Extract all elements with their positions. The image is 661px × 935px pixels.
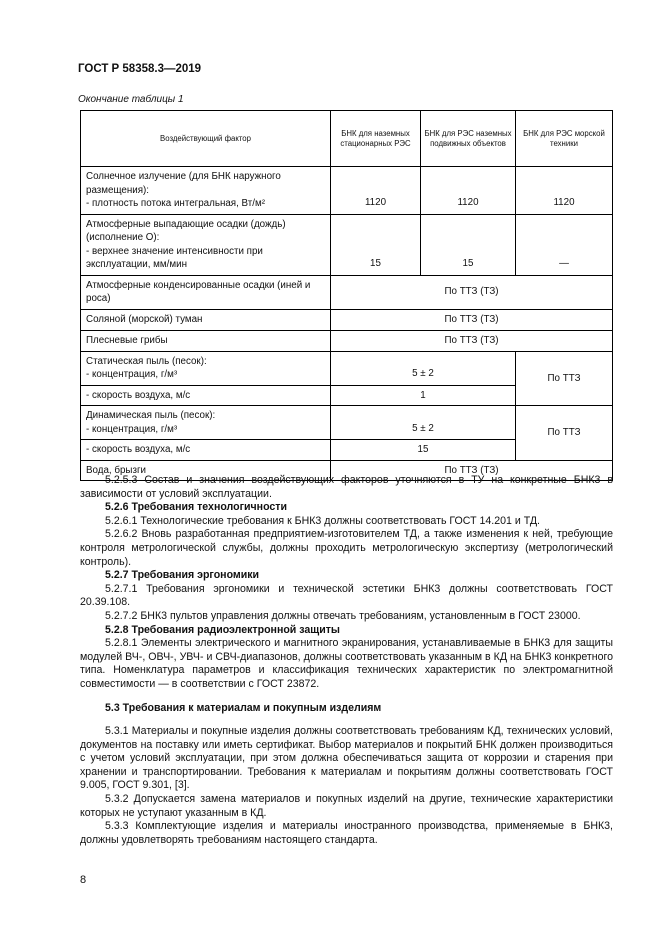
body-text xyxy=(80,474,613,847)
section-heading: 5.3 Требования к материалам и покупным изделиям xyxy=(105,701,382,714)
value-cell: По ТТЗ (ТЗ) xyxy=(331,309,613,330)
value-cell: По ТТЗ (ТЗ) xyxy=(331,330,613,351)
value-cell: 15 xyxy=(331,214,421,275)
paragraph: 5.2.6.2 Вновь разработанная предприятием-изготовителем ТД, а также изменения к ней, требующие контроля метрологической службы, должны проходить метрологическую экспертизу (метрологический контроль). xyxy=(80,528,613,568)
table-row xyxy=(81,214,613,275)
factor-cell: Атмосферные конденсированные осадки (иней и роса) xyxy=(81,275,331,309)
table-row xyxy=(81,330,613,351)
factor-cell: Плесневые грибы xyxy=(81,330,331,351)
factor-sub-label: - плотность потока интегральная, Вт/м² xyxy=(86,198,265,209)
table-caption: Окончание таблицы 1 xyxy=(78,94,184,105)
factor-sub-label: - концентрация, г/м³ xyxy=(86,423,178,435)
section-heading: 5.2.8 Требования радиоэлектронной защиты xyxy=(105,623,340,636)
factor-label: Динамическая пыль (песок): xyxy=(86,410,216,421)
paragraph: 5.3.2 Допускается замена материалов и покупных изделий на другие, технические характеристики которых не уступают указанным в КД. xyxy=(80,793,613,819)
value-cell: 1120 xyxy=(421,167,516,215)
value-cell: По ТТЗ xyxy=(516,351,613,406)
factor-label: Статическая пыль (песок): xyxy=(86,355,207,367)
paragraph: 5.3.3 Комплектующие изделия и материалы иностранного производства, применяемые в БНК3, должны удовлетворять требованиям настоящего стандарта. xyxy=(80,820,613,846)
value-cell: — xyxy=(516,214,613,275)
table-row xyxy=(81,351,613,385)
factor-cell xyxy=(81,167,331,215)
factor-label: Атмосферные выпадающие осадки (дождь) (исполнение О): xyxy=(86,218,286,243)
value-cell: 1120 xyxy=(516,167,613,215)
value-cell: 5 ± 2 xyxy=(331,351,516,385)
table-row xyxy=(81,275,613,309)
factor-sub-label: - верхнее значение интенсивности при эксплуатации, мм/мин xyxy=(86,245,263,270)
paragraph: 5.2.5.3 Состав и значения воздействующих факторов уточняются в ТУ на конкретные БНК3 в зависимости от условий эксплуатации. xyxy=(80,474,613,500)
factor-cell xyxy=(81,406,331,440)
value-cell: 1 xyxy=(331,385,516,406)
page-number: 8 xyxy=(80,874,87,886)
factors-table xyxy=(80,110,613,481)
factor-cell: Соляной (морской) туман xyxy=(81,309,331,330)
value-cell: По ТТЗ xyxy=(516,406,613,461)
factor-cell xyxy=(81,351,331,385)
column-header: БНК для наземных стационарных РЭС xyxy=(331,111,421,167)
factor-cell: Вода, брызги xyxy=(81,460,331,481)
paragraph: 5.2.6.1 Технологические требования к БНК3 должны соответствовать ГОСТ 14.201 и ТД. xyxy=(105,514,540,527)
table-row xyxy=(81,167,613,215)
section-heading: 5.2.6 Требования технологичности xyxy=(105,501,288,514)
value-cell: По ТТЗ (ТЗ) xyxy=(331,275,613,309)
paragraph: 5.2.7.2 БНК3 пультов управления должны отвечать требованиям, установленным в ГОСТ 23000. xyxy=(105,609,581,622)
factor-label: Солнечное излучение (для БНК наружного размещения): xyxy=(86,171,281,196)
column-header: Воздействующий фактор xyxy=(81,111,331,167)
document-header: ГОСТ Р 58358.3—2019 xyxy=(78,63,202,75)
value-cell: 15 xyxy=(331,440,516,461)
value-cell: По ТТЗ (ТЗ) xyxy=(331,460,613,481)
factor-cell xyxy=(81,214,331,275)
paragraph: 5.2.7.1 Требования эргономики и технической эстетики БНК3 должны соответствовать ГОСТ 20.39.108. xyxy=(80,582,613,609)
column-header: БНК для РЭС наземных подвижных объектов xyxy=(421,111,516,167)
paragraph: 5.2.8.1 Элементы электрического и магнитного экранирования, устанавливаемые в БНК3 для защиты модулей ВЧ-, ОВЧ-, УВЧ- и СВЧ-диапазонов, должны соответствовать указанным в КД на БНК3 конкретного типа. Номенклатура параметров и классификация технических характеристик по электромагнитной совместимости — в соответствии с ГОСТ 23872. xyxy=(80,637,613,690)
table-header-row xyxy=(81,111,613,167)
value-cell: 1120 xyxy=(331,167,421,215)
table-row xyxy=(81,406,613,440)
value-cell: 15 xyxy=(421,214,516,275)
factor-cell: - скорость воздуха, м/с xyxy=(81,385,331,406)
section-heading: 5.2.7 Требования эргономики xyxy=(105,569,260,582)
factor-cell: - скорость воздуха, м/с xyxy=(81,440,331,461)
factor-sub-label: - концентрация, г/м³ xyxy=(86,369,178,380)
column-header: БНК для РЭС морской техники xyxy=(516,111,613,167)
table-row xyxy=(81,309,613,330)
value-cell: 5 ± 2 xyxy=(331,406,516,440)
paragraph: 5.3.1 Материалы и покупные изделия должны соответствовать требованиям КД, технических условий, документов на поставку или иметь сертификат. Выбор материалов и покрытий БНК должен производиться с учетом условий эксплуатации, при этом должна обеспечиваться защита от коррозии и старения при хранении и транспортировании. Требования к материалам и покрытиям должны соответствовать ГОСТ 9.005, ГОСТ 9.301, [3]. xyxy=(80,725,613,792)
